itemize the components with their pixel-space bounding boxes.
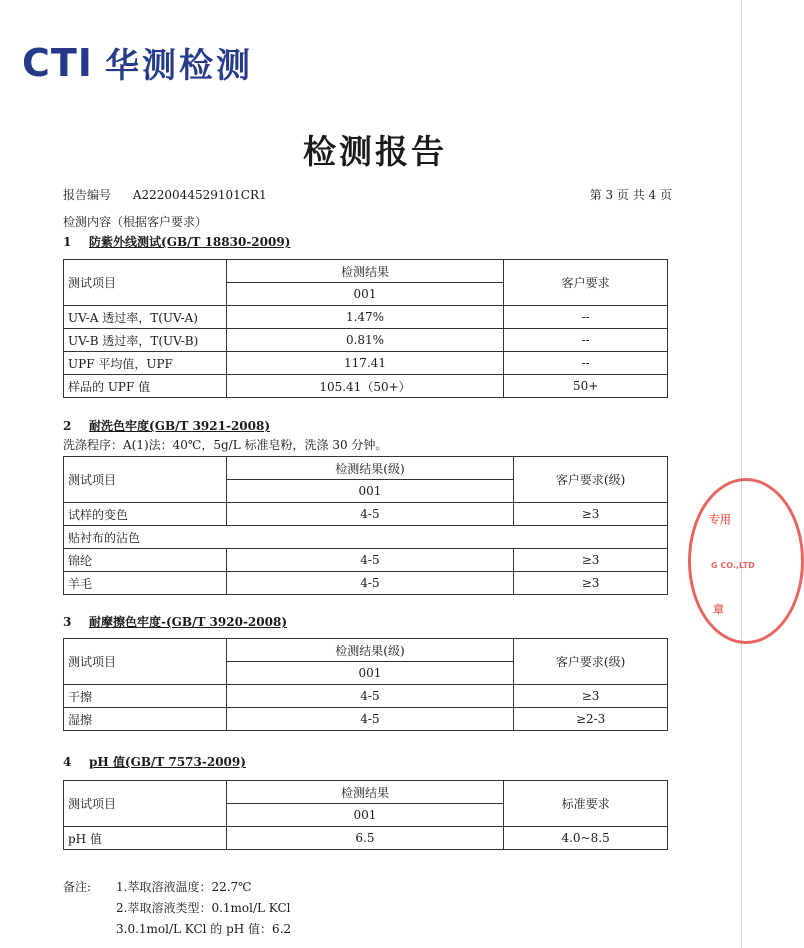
- table-cell: 试样的变色: [64, 503, 227, 526]
- sample-cell: 001: [226, 480, 514, 503]
- header-cell: 标准要求: [504, 781, 668, 827]
- header-cell: 客户要求: [504, 260, 668, 306]
- table-header-row: [64, 260, 668, 283]
- table-cell: 贴衬布的沾色: [64, 526, 668, 549]
- section-heading: [63, 233, 290, 250]
- sample-cell: 001: [226, 283, 504, 306]
- table-cell: 0.81%: [226, 329, 504, 352]
- remark-item: 3.0.1mol/L KCl 的 pH 值：6.2: [116, 922, 292, 936]
- table-header-row: [64, 639, 668, 662]
- logo-chinese: 华测检测: [104, 46, 253, 86]
- table-cell: UV-A 透过率，T(UV-A): [64, 306, 227, 329]
- table-cell: 章: [713, 603, 724, 616]
- table-row: [64, 549, 668, 572]
- report-title: 检测报告: [303, 132, 447, 171]
- section-standard: -(GB/T 3920-2008): [161, 615, 288, 629]
- table-cell: ≥3: [514, 549, 668, 572]
- logo-latin: CTI: [22, 40, 93, 85]
- table-cell: --: [504, 329, 668, 352]
- table-cell: --: [504, 306, 668, 329]
- table-cell: --: [504, 352, 668, 375]
- header-cell: 检测结果(级): [226, 639, 514, 662]
- section-heading: [63, 613, 287, 630]
- table-cell: 4-5: [226, 572, 514, 595]
- header-cell: 客户要求(级): [514, 639, 668, 685]
- table-cell: 117.41: [226, 352, 504, 375]
- table-cell: 4-5: [226, 503, 514, 526]
- washing-fastness-table: [63, 456, 668, 595]
- table-cell: 4.0~8.5: [504, 827, 668, 850]
- section-name: 耐摩擦色牢度: [89, 615, 162, 629]
- table-row: [64, 685, 668, 708]
- table-cell: 105.41（50+）: [226, 375, 504, 398]
- header-cell: 测试项目: [64, 260, 227, 306]
- table-row: [64, 503, 668, 526]
- section-number: 3: [63, 615, 72, 629]
- table-header-row: [64, 457, 668, 480]
- table-cell: 样品的 UPF 值: [64, 375, 227, 398]
- remark-item: 1.萃取溶液温度：22.7℃: [116, 880, 252, 894]
- table-row: [64, 526, 668, 549]
- remarks-label: 备注:: [63, 880, 92, 894]
- company-logo: [22, 38, 253, 87]
- page-indicator: 第 3 页 共 4 页: [589, 188, 672, 202]
- table-cell: 专用: [709, 513, 731, 526]
- header-cell: 检测结果: [226, 781, 504, 804]
- report-number: [63, 186, 267, 203]
- rubbing-fastness-table: [63, 638, 668, 731]
- table-cell: 干擦: [64, 685, 227, 708]
- section-name: pH 值: [89, 755, 125, 769]
- table-cell: 锦纶: [64, 549, 227, 572]
- table-row: [64, 329, 668, 352]
- table-cell: ≥3: [514, 685, 668, 708]
- ph-table: [63, 780, 668, 850]
- table-cell: 4-5: [226, 708, 514, 731]
- table-cell: 50+: [504, 375, 668, 398]
- header-cell: 测试项目: [64, 457, 227, 503]
- wash-procedure-note: 洗涤程序：A(1)法：40℃，5g/L 标准皂粉，洗涤 30 分钟。: [63, 438, 388, 452]
- table-cell: ≥3: [514, 572, 668, 595]
- table-cell: 湿擦: [64, 708, 227, 731]
- section-name: 防紫外线测试: [89, 235, 162, 249]
- section-heading: [63, 753, 246, 770]
- remark-item: 2.萃取溶液类型：0.1mol/L KCl: [116, 901, 291, 915]
- report-number-value: A2220044529101CR1: [132, 188, 267, 202]
- table-cell: 4-5: [226, 549, 514, 572]
- table-header-row: [64, 781, 668, 804]
- sample-cell: 001: [226, 804, 504, 827]
- section-heading: [63, 417, 270, 434]
- section-standard: (GB/T 3921-2008): [149, 419, 271, 433]
- table-cell: ≥2-3: [514, 708, 668, 731]
- sample-cell: 001: [226, 662, 514, 685]
- table-row: [64, 572, 668, 595]
- company-seal: [688, 478, 804, 644]
- table-row: [64, 708, 668, 731]
- table-row: [64, 306, 668, 329]
- table-cell: ≥3: [514, 503, 668, 526]
- section-name: 耐洗色牢度: [89, 419, 150, 433]
- table-cell: UV-B 透过率，T(UV-B): [64, 329, 227, 352]
- section-number: 2: [63, 419, 72, 433]
- table-row: [64, 375, 668, 398]
- header-cell: 检测结果(级): [226, 457, 514, 480]
- section-standard: (GB/T 18830-2009): [161, 235, 291, 249]
- section-standard: (GB/T 7573-2009): [124, 755, 246, 769]
- report-number-label: 报告编号: [63, 188, 112, 202]
- content-label: 检测内容（根据客户要求）: [63, 215, 208, 229]
- header-cell: 客户要求(级): [514, 457, 668, 503]
- table-row: [64, 352, 668, 375]
- uv-table: [63, 259, 668, 398]
- header-cell: 测试项目: [64, 639, 227, 685]
- section-number: 4: [63, 755, 72, 769]
- table-cell: G CO.,LTD: [711, 561, 755, 570]
- section-number: 1: [63, 235, 72, 249]
- table-cell: UPF 平均值，UPF: [64, 352, 227, 375]
- table-row: [64, 827, 668, 850]
- header-cell: 检测结果: [226, 260, 504, 283]
- table-cell: pH 值: [64, 827, 227, 850]
- header-cell: 测试项目: [64, 781, 227, 827]
- table-cell: 1.47%: [226, 306, 504, 329]
- table-cell: 6.5: [226, 827, 504, 850]
- table-cell: 羊毛: [64, 572, 227, 595]
- table-cell: 4-5: [226, 685, 514, 708]
